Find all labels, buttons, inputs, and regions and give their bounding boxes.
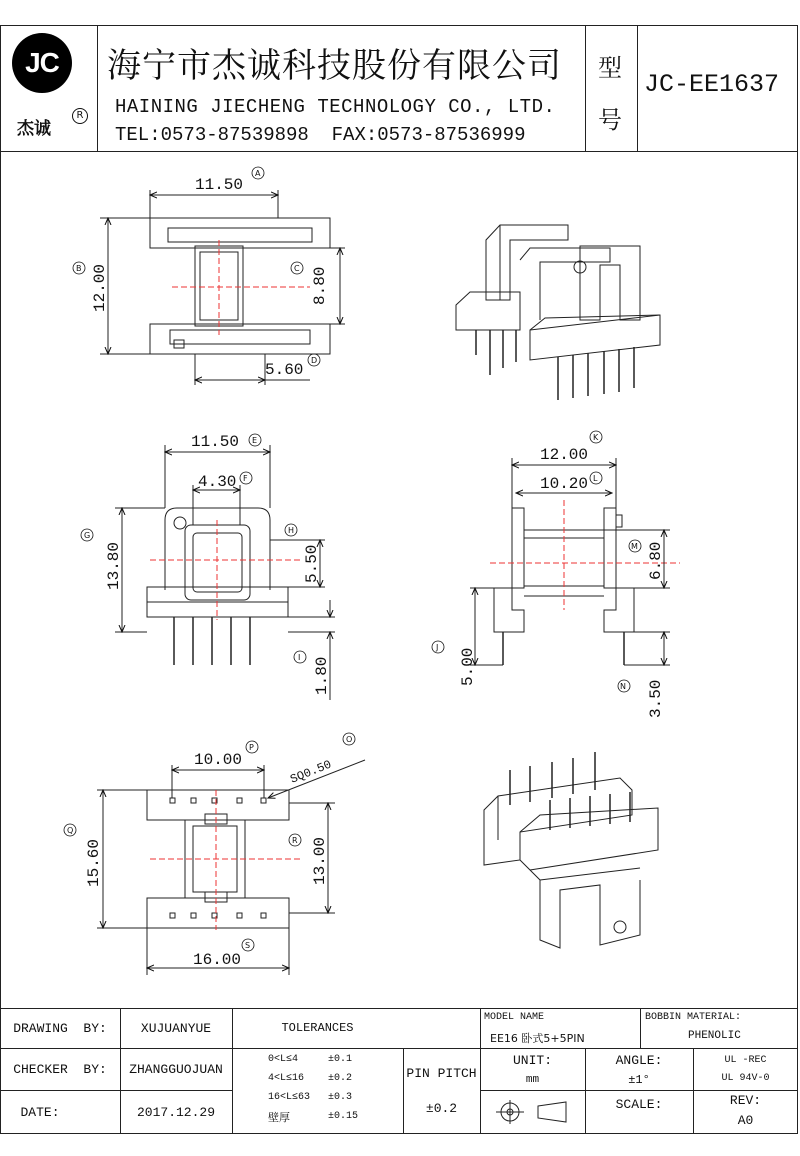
marker-e: E [252,436,258,445]
tol-row: 壁厚 ±0.15 [268,1110,359,1124]
date-value: 2017.12.29 [136,1104,215,1120]
dimension-markers [64,167,641,951]
bobbin-material-value: PHENOLIC [688,1030,741,1042]
unit-label: UNIT: [512,1052,552,1068]
dim-n: 3.50 [647,679,665,718]
marker-i: I [298,653,301,662]
registered-mark: R [72,108,88,124]
dim-p: 10.00 [194,751,243,769]
logo-subtitle: 杰诚 [17,119,51,139]
angle-value: ±1° [628,1073,650,1087]
checker-by-label: CHECKER BY: [13,1061,107,1077]
marker-m: M [631,542,638,551]
scale-label: SCALE: [615,1096,663,1112]
rev-value: A0 [737,1112,754,1128]
marker-l: L [593,474,598,483]
marker-j: J [436,643,439,652]
marker-s: S [245,941,251,950]
dim-r: 13.00 [311,836,329,885]
ul-rec: UL -REC [724,1054,767,1066]
model-name-value: EE16 卧式5+5PIN [490,1032,585,1045]
dim-b: 12.00 [91,263,109,312]
dim-q: 15.60 [85,838,103,887]
marker-k: K [593,433,599,442]
marker-q: Q [67,826,74,835]
tolerances-label: TOLERANCES [281,1021,354,1035]
dim-g: 13.80 [105,541,123,590]
dim-d: 5.60 [265,361,304,379]
pin-pitch-label: PIN PITCH [406,1065,477,1081]
marker-h: H [288,526,295,535]
dim-i: 1.80 [313,656,331,695]
marker-g: G [84,531,91,540]
marker-d: D [311,356,318,365]
view-top [100,190,345,385]
type-label-top: 型 [598,54,622,82]
model-name-label: MODEL NAME [484,1012,545,1023]
marker-r: R [292,836,298,845]
dim-k: 12.00 [540,446,589,464]
dim-o: SQ0.50 [288,757,334,787]
view-iso-1 [456,225,660,400]
tb-hline-1b [480,1048,798,1049]
dim-f: 4.30 [198,473,237,491]
logo-text: JC [25,47,59,78]
dim-e: 11.50 [191,433,240,451]
marker-b: B [76,264,82,273]
view-iso-2 [484,752,658,948]
company-name-en: HAINING JIECHENG TECHNOLOGY CO., LTD. [115,96,556,118]
tol-row: 4<L≤16 ±0.2 [268,1073,353,1084]
unit-value: mm [525,1074,540,1086]
dimension-labels [85,176,665,969]
drawing-by-value: XUJUANYUE [140,1020,212,1036]
marker-f: F [243,474,248,483]
dim-m: 6.80 [647,541,665,580]
ul-94v0: UL 94V-0 [721,1072,770,1084]
company-name-cn: 海宁市杰诚科技股份有限公司 [107,46,562,86]
rev-label: REV: [729,1092,762,1108]
dim-l: 10.20 [540,475,589,493]
bobbin-material-label: BOBBIN MATERIAL: [645,1012,742,1023]
dim-h: 5.50 [303,544,321,583]
drawing-by-label: DRAWING BY: [13,1020,107,1036]
model-code: JC-EE1637 [644,70,780,99]
marker-a: A [255,169,261,178]
tb-vline-6 [640,1008,641,1048]
marker-p: P [249,743,254,752]
date-label: DATE: [20,1104,60,1120]
dim-c: 8.80 [311,266,329,305]
type-label-bottom: 号 [598,106,622,134]
dim-a: 11.50 [195,176,244,194]
tolerance-table [268,1050,398,1126]
angle-label: ANGLE: [615,1052,663,1068]
marker-n: N [620,682,626,691]
marker-o: O [346,735,353,744]
tol-row: 16<L≤63 ±0.3 [268,1092,353,1103]
company-contact: TEL:0573-87539898 FAX:0573-87536999 [115,124,526,146]
marker-c: C [294,264,300,273]
pin-pitch-value: ±0.2 [425,1100,458,1116]
tol-row: 0<L≤4 ±0.1 [268,1054,353,1065]
dim-j: 5.00 [459,647,477,686]
checker-by-value: ZHANGGUOJUAN [129,1061,223,1077]
dim-s: 16.00 [193,951,242,969]
